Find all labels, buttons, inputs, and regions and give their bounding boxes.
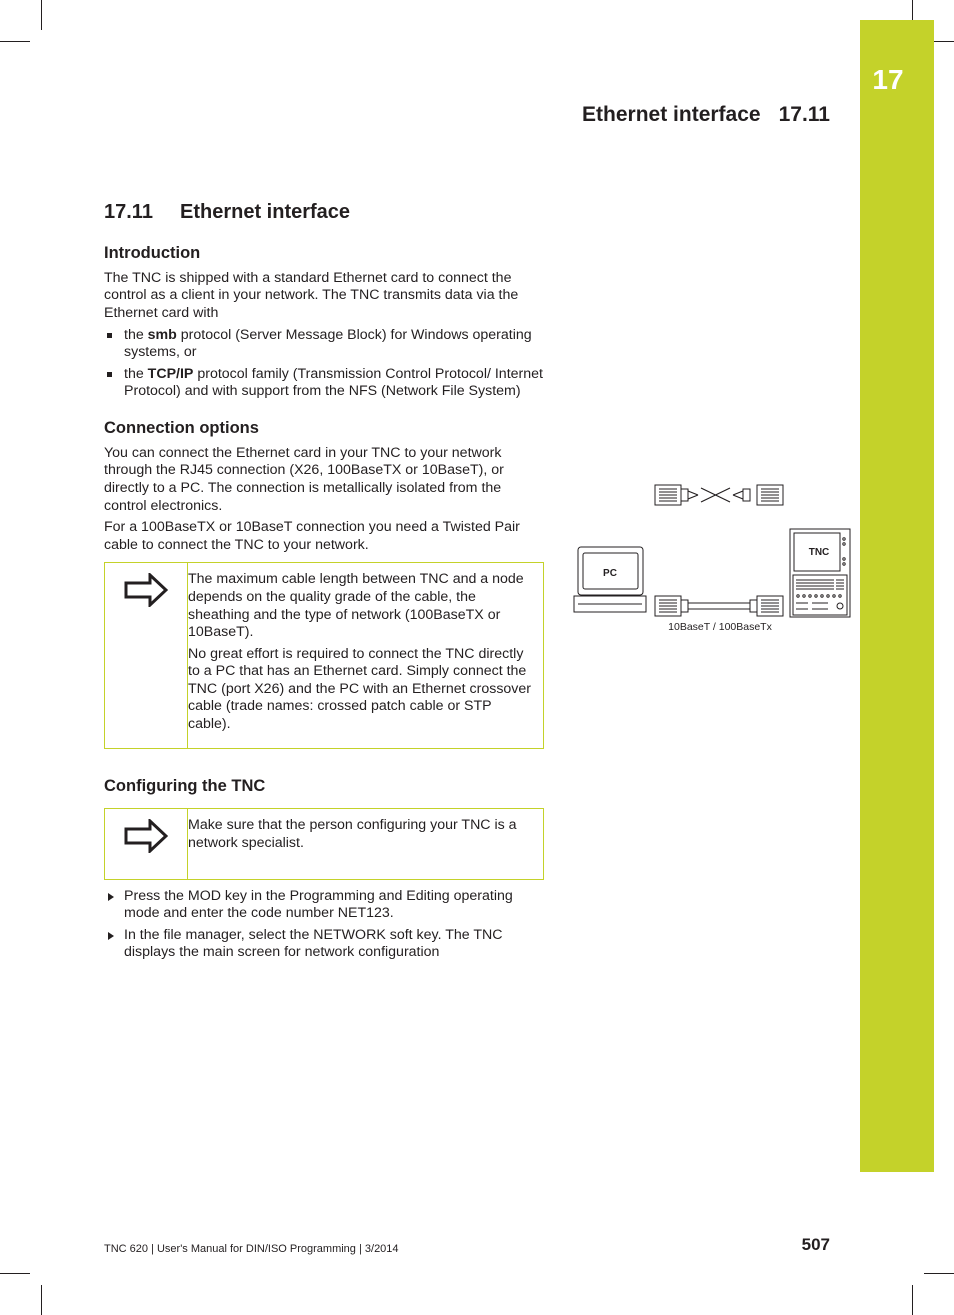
chapter-number: 17 bbox=[872, 64, 904, 95]
running-section: 17.11 bbox=[778, 103, 830, 126]
straight-cable-icon bbox=[688, 603, 750, 609]
crop-mark bbox=[0, 41, 30, 42]
page-number: 507 bbox=[801, 1235, 830, 1254]
note-box bbox=[104, 562, 544, 748]
note-text bbox=[187, 809, 543, 878]
configuring-section bbox=[104, 777, 544, 962]
note-text bbox=[187, 563, 543, 747]
list-item: the smb protocol (Server Message Block) for Windows operating systems, or bbox=[104, 327, 544, 362]
crop-mark bbox=[41, 0, 42, 30]
connection-paragraph-2: For a 100BaseTX or 10BaseT connection you need a Twisted Pair cable to connect the TNC to your network. bbox=[104, 519, 520, 553]
section-number: 17.11 bbox=[104, 201, 153, 223]
crop-mark bbox=[924, 1273, 954, 1274]
crop-mark bbox=[912, 1285, 913, 1315]
note-arrow-icon bbox=[105, 563, 187, 747]
steps-list bbox=[104, 888, 544, 962]
note-paragraph-2: No great effort is required to connect the TNC directly to a PC that has an Ethernet card. Simply connect the TNC (port X26) and the PC with an Ethernet crossover cable (trade names: crossed patch cable or STP cable). bbox=[188, 645, 532, 733]
bullet-square-icon bbox=[107, 333, 112, 338]
cable-label: 10BaseT / 100BaseTx bbox=[668, 621, 772, 633]
list-item: In the file manager, select the NETWORK soft key. The TNC displays the main screen for network configuration bbox=[104, 927, 544, 962]
connection-heading: Connection options bbox=[104, 418, 259, 437]
main-content bbox=[104, 200, 544, 966]
running-header bbox=[582, 103, 830, 127]
section-title bbox=[104, 200, 544, 224]
tnc-control-icon bbox=[790, 529, 850, 617]
rj45-connector-icon bbox=[750, 596, 783, 616]
note-arrow-icon bbox=[105, 809, 187, 878]
crop-mark bbox=[0, 1273, 30, 1274]
footer-text: TNC 620 | User's Manual for DIN/ISO Programming | 3/2014 bbox=[104, 1243, 399, 1255]
connection-section bbox=[104, 419, 544, 749]
running-title: Ethernet interface bbox=[582, 103, 761, 126]
protocol-smb: smb bbox=[147, 326, 177, 343]
crop-mark bbox=[41, 1285, 42, 1315]
note-paragraph-1: The maximum cable length between TNC and a node depends on the quality grade of the cable, the sheathing and the type of network (100BaseTX or 10BaseT). bbox=[188, 571, 524, 641]
introduction-paragraph: The TNC is shipped with a standard Ethernet card to connect the control as a client in your network. The TNC transmits data via the Ethernet card with bbox=[104, 269, 519, 321]
chapter-tab bbox=[860, 20, 934, 1172]
protocol-tcpip: TCP/IP bbox=[147, 365, 194, 382]
protocol-list bbox=[104, 327, 544, 401]
network-diagram bbox=[568, 475, 858, 645]
rj45-connector-icon bbox=[655, 596, 688, 616]
list-item: the TCP/IP protocol family (Transmission Control Protocol/ Internet Protocol) and with support from the NFS (Network File System) bbox=[104, 366, 544, 401]
bullet-square-icon bbox=[107, 372, 112, 377]
rj45-connector-icon bbox=[743, 485, 783, 505]
step-arrow-icon bbox=[108, 932, 114, 940]
crossover-cable-icon bbox=[688, 488, 743, 502]
section-title-text: Ethernet interface bbox=[180, 201, 351, 223]
note-box bbox=[104, 808, 544, 879]
list-item: Press the MOD key in the Programming and Editing operating mode and enter the code number NET123. bbox=[104, 888, 544, 923]
pc-icon bbox=[574, 547, 646, 612]
introduction-heading: Introduction bbox=[104, 244, 201, 262]
connection-paragraph-1: You can connect the Ethernet card in your TNC to your network through the RJ45 connection (X26, 100BaseTX or 10BaseT), or directly to a PC. The connection is metallically isolated from the control electronics. bbox=[104, 444, 504, 514]
rj45-connector-icon bbox=[655, 485, 688, 505]
step-arrow-icon bbox=[108, 893, 114, 901]
note-paragraph: Make sure that the person configuring your TNC is a network specialist. bbox=[188, 817, 517, 852]
pc-label: PC bbox=[603, 568, 617, 579]
configuring-heading: Configuring the TNC bbox=[104, 776, 266, 795]
tnc-label: TNC bbox=[808, 547, 830, 558]
